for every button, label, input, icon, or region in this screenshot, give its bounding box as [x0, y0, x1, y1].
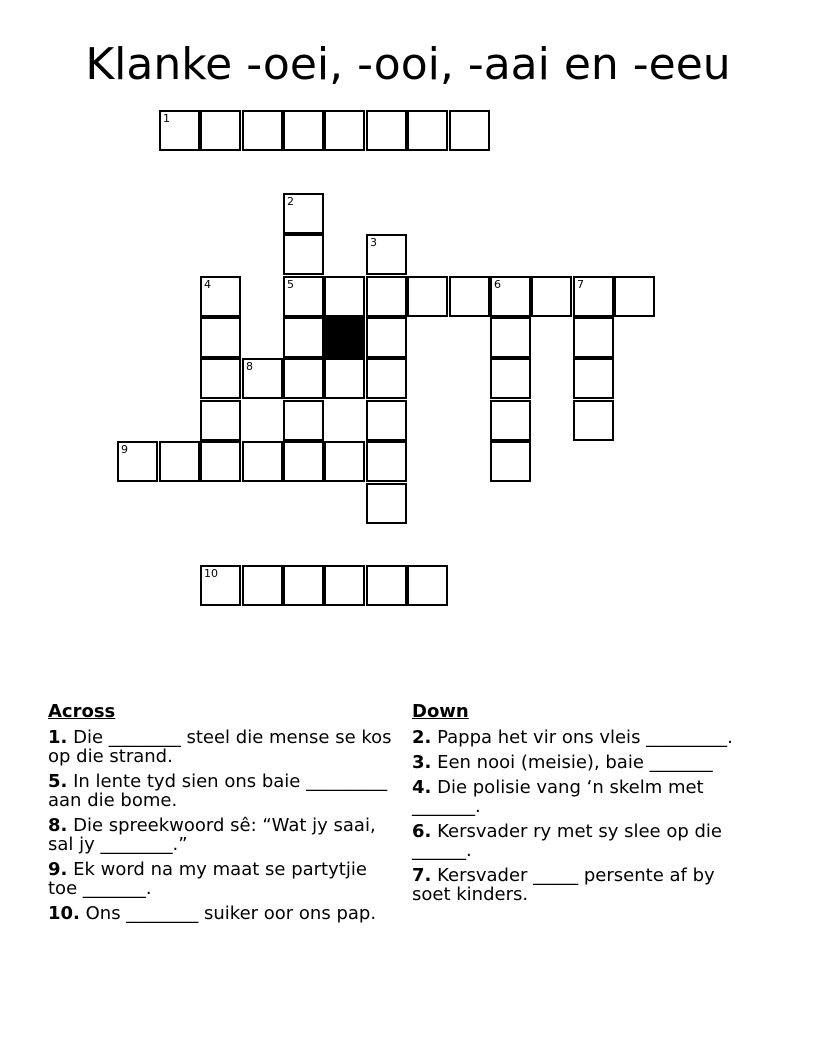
- grid-cell[interactable]: [366, 358, 407, 399]
- grid-cell[interactable]: [283, 234, 324, 275]
- grid-cell[interactable]: [200, 317, 241, 358]
- clue-down-2: [412, 728, 742, 747]
- clue-across-1: [48, 728, 393, 766]
- grid-cell[interactable]: [614, 276, 655, 317]
- clue-number: 7.: [412, 865, 432, 886]
- clue-text: Die spreekwoord sê: “Wat jy saai, sal jy ________.”: [48, 815, 376, 855]
- grid-cell[interactable]: [449, 276, 490, 317]
- grid-cell[interactable]: [366, 483, 407, 524]
- clue-text: Een nooi (meisie), baie _______: [431, 752, 713, 773]
- grid-cell[interactable]: [366, 565, 407, 606]
- clue-number: 9.: [48, 859, 68, 880]
- clue-number: 2.: [412, 727, 432, 748]
- grid-cell[interactable]: [283, 565, 324, 606]
- grid-cell[interactable]: [490, 358, 531, 399]
- clue-across-5: [48, 772, 393, 810]
- clue-number-label: 5: [287, 278, 294, 291]
- grid-cell[interactable]: [407, 565, 448, 606]
- grid-cell[interactable]: [242, 441, 283, 482]
- clue-across-9: [48, 860, 393, 898]
- grid-cell[interactable]: [283, 317, 324, 358]
- clue-number-label: 7: [577, 278, 584, 291]
- across-heading: Across: [48, 701, 116, 722]
- clue-text: Die polisie vang ‘n skelm met _______.: [412, 777, 704, 817]
- clue-text: Die ________ steel die mense se kos op die strand.: [48, 727, 392, 767]
- grid-cell[interactable]: [159, 110, 200, 151]
- grid-cell[interactable]: [200, 441, 241, 482]
- clue-number-label: 10: [204, 567, 218, 580]
- clue-down-3: [412, 753, 742, 772]
- grid-cell[interactable]: [283, 110, 324, 151]
- clue-text: Ons ________ suiker oor ons pap.: [79, 903, 377, 924]
- page-title: Klanke -oei, -ooi, -aai en -eeu: [85, 39, 731, 90]
- grid-cell[interactable]: [366, 317, 407, 358]
- grid-cell[interactable]: [366, 234, 407, 275]
- grid-cell[interactable]: [200, 276, 241, 317]
- clue-number: 1.: [48, 727, 68, 748]
- clue-number: 6.: [412, 821, 432, 842]
- grid-cell[interactable]: [242, 358, 283, 399]
- clue-number: 4.: [412, 777, 432, 798]
- grid-cell[interactable]: [324, 110, 365, 151]
- grid-cell[interactable]: [573, 317, 614, 358]
- clue-down-6: [412, 822, 742, 860]
- clue-text: Kersvader _____ persente af by soet kinders.: [412, 865, 715, 905]
- clue-number-label: 3: [370, 236, 377, 249]
- grid-cell[interactable]: [283, 193, 324, 234]
- grid-cell[interactable]: [490, 276, 531, 317]
- across-clues: [48, 702, 393, 929]
- grid-cell[interactable]: [159, 441, 200, 482]
- grid-cell[interactable]: [324, 276, 365, 317]
- grid-cell[interactable]: [200, 358, 241, 399]
- grid-cell[interactable]: [573, 358, 614, 399]
- clue-number-label: 1: [163, 112, 170, 125]
- grid-cell[interactable]: [366, 400, 407, 441]
- clue-across-8: [48, 816, 393, 854]
- clue-number: 10.: [48, 903, 80, 924]
- clue-across-10: [48, 904, 393, 923]
- grid-cell[interactable]: [242, 565, 283, 606]
- grid-cell[interactable]: [117, 441, 158, 482]
- clue-down-7: [412, 866, 742, 904]
- grid-cell[interactable]: [490, 317, 531, 358]
- clue-text: Kersvader ry met sy slee op die ______.: [412, 821, 722, 861]
- grid-cell[interactable]: [283, 276, 324, 317]
- grid-cell[interactable]: [324, 565, 365, 606]
- clue-number-label: 2: [287, 195, 294, 208]
- grid-cell[interactable]: [324, 441, 365, 482]
- clue-number-label: 9: [121, 443, 128, 456]
- grid-cell[interactable]: [573, 400, 614, 441]
- grid-cell[interactable]: [407, 110, 448, 151]
- grid-cell[interactable]: [366, 441, 407, 482]
- clue-down-4: [412, 778, 742, 816]
- clue-text: Pappa het vir ons vleis _________.: [431, 727, 733, 748]
- grid-cell[interactable]: [490, 400, 531, 441]
- grid-cell[interactable]: [283, 441, 324, 482]
- grid-cell[interactable]: [407, 276, 448, 317]
- down-clues: [412, 702, 742, 910]
- clue-text: In lente tyd sien ons baie _________ aan die bome.: [48, 771, 388, 811]
- grid-cell[interactable]: [449, 110, 490, 151]
- grid-cell[interactable]: [366, 276, 407, 317]
- clue-number: 8.: [48, 815, 68, 836]
- grid-cell[interactable]: [573, 276, 614, 317]
- clue-number-label: 4: [204, 278, 211, 291]
- down-heading: Down: [412, 701, 469, 722]
- grid-cell[interactable]: [242, 110, 283, 151]
- clue-number-label: 6: [494, 278, 501, 291]
- grid-cell[interactable]: [200, 400, 241, 441]
- grid-cell[interactable]: [366, 110, 407, 151]
- grid-cell[interactable]: [531, 276, 572, 317]
- clue-number-label: 8: [246, 360, 253, 373]
- clue-number: 5.: [48, 771, 68, 792]
- grid-cell[interactable]: [283, 358, 324, 399]
- grid-cell[interactable]: [490, 441, 531, 482]
- black-cell: [324, 317, 365, 358]
- clue-number: 3.: [412, 752, 432, 773]
- clue-text: Ek word na my maat se partytjie toe _______.: [48, 859, 367, 899]
- grid-cell[interactable]: [200, 565, 241, 606]
- grid-cell[interactable]: [200, 110, 241, 151]
- grid-cell[interactable]: [283, 400, 324, 441]
- grid-cell[interactable]: [324, 358, 365, 399]
